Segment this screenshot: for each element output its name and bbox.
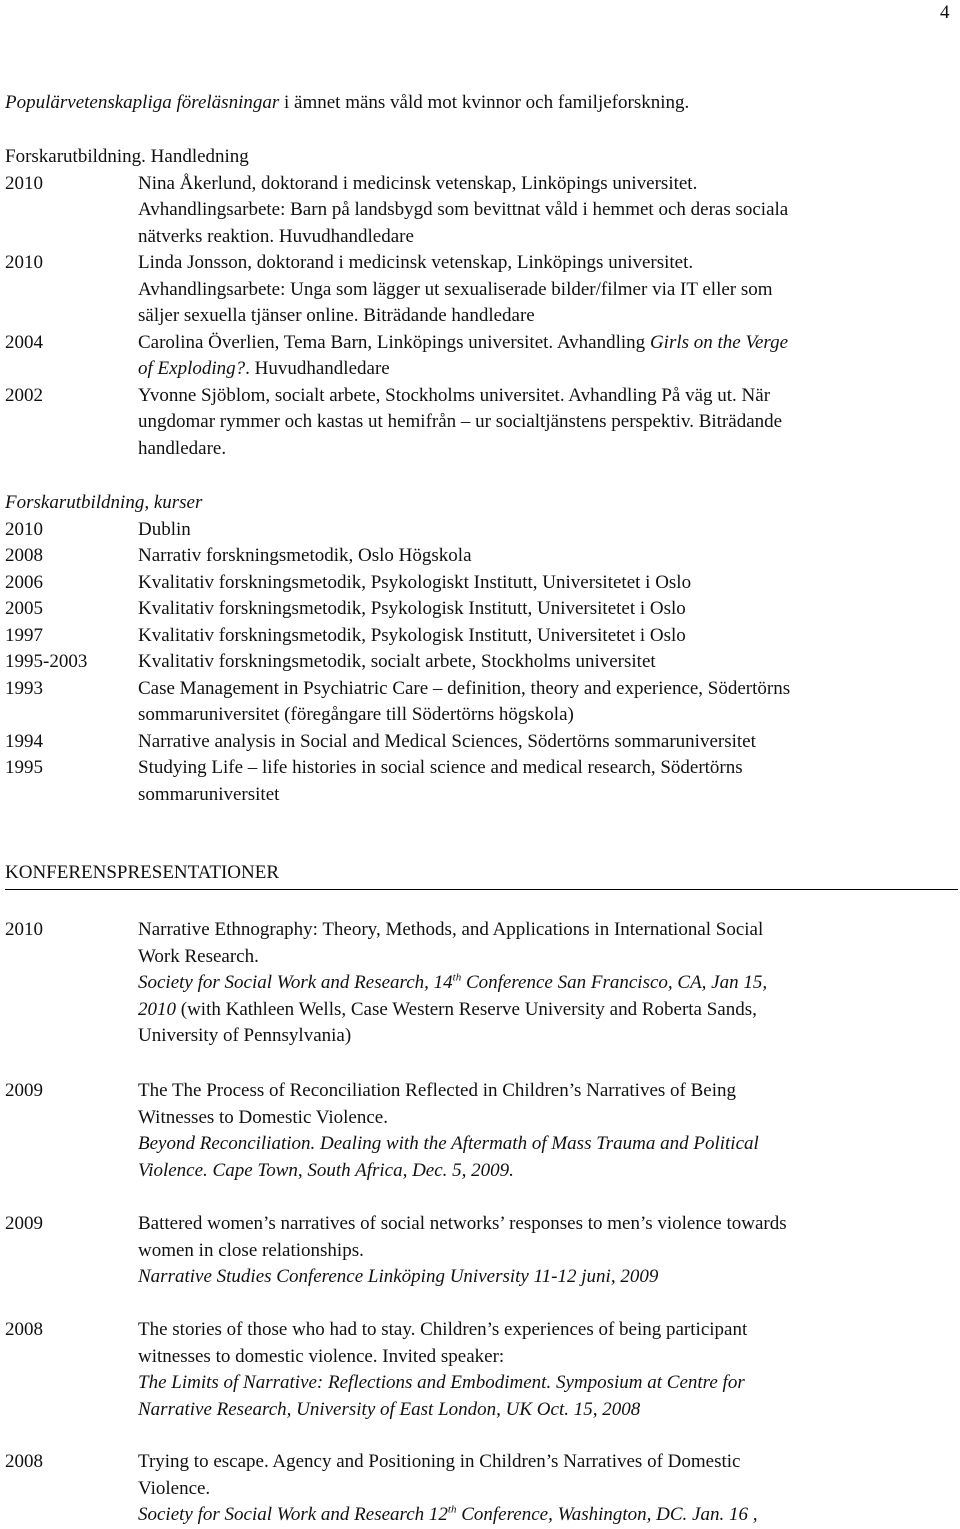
entry-year: 2010 [5, 172, 43, 194]
thesis-title: Girls on the Verge [649, 331, 789, 353]
entry-description [138, 649, 950, 676]
conference-venue: Violence. Cape Town, South Africa, Dec. 5, 2009. [138, 1159, 514, 1181]
entry-description [138, 171, 950, 251]
entry-line: Narrativ forskningsmetodik, Oslo Högskola [138, 545, 472, 566]
entry-year: 1997 [5, 624, 43, 646]
conference-entry [5, 1211, 950, 1291]
entry-line: säljer sexuella tjänser online. Biträdande handledare [138, 305, 535, 326]
courses-title: Forskarutbildning, kurser [5, 492, 203, 513]
entry-line: Studying Life – life histories in social science and medical research, Södertörns [138, 757, 743, 778]
conference-venue: University of Pennsylvania) [138, 1025, 352, 1046]
course-entry [5, 676, 950, 729]
venue-text: Society for Social Work and Research 12 [138, 1504, 448, 1525]
entry-text: Carolina Överlien, Tema Barn, Linköpings universitet. Avhandling [138, 331, 650, 353]
venue-text: 2010 [138, 998, 176, 1020]
popular-lectures-rest: i ämnet mäns våld mot kvinnor och familjeforskning. [279, 92, 690, 113]
ordinal-suffix: th [452, 971, 462, 984]
supervision-section [5, 144, 950, 462]
entry-description [138, 330, 950, 383]
venue-text: Conference San Francisco, CA, Jan 15, [461, 972, 768, 993]
venue-text: Conference, Washington, DC. Jan. 16 , [456, 1504, 758, 1525]
popular-lectures [5, 90, 950, 117]
entry-year: 1995-2003 [5, 651, 88, 672]
conference-entry [5, 1078, 950, 1184]
conference-venue: Narrative Studies Conference Linköping University 11-12 juni, 2009 [138, 1266, 659, 1287]
presentation-title: The stories of those who had to stay. Children’s experiences of being participant [138, 1319, 748, 1340]
entry-line: Dublin [138, 518, 191, 540]
entry-line [138, 356, 950, 383]
entry-description [138, 729, 950, 756]
course-entry [5, 623, 950, 650]
conferences-heading: KONFERENSPRESENTATIONER [5, 860, 958, 890]
course-entry [5, 517, 950, 544]
entry-description [138, 383, 950, 463]
entry-description [138, 570, 950, 597]
entry-description [138, 250, 950, 330]
thesis-title: of Exploding? [138, 358, 246, 379]
entry-year: 2008 [5, 1319, 43, 1340]
conference-entry [5, 1317, 950, 1423]
course-entry [5, 649, 950, 676]
entry-line: Avhandlingsarbete: Barn på landsbygd som bevittnat våld i hemmet och deras sociala [138, 199, 789, 220]
page-number: 4 [940, 2, 950, 23]
presentation-title: Work Research. [138, 945, 259, 967]
entry-description [138, 596, 950, 623]
entry-line: Kvalitativ forskningsmetodik, Psykologisk Institutt, Universitetet i Oslo [138, 598, 686, 619]
entry-line: Kvalitativ forskningsmetodik, Psykologiskt Institutt, Universitetet i Oslo [138, 571, 692, 593]
popular-lectures-italic: Populärvetenskapliga föreläsningar [5, 92, 280, 113]
presentation-title: women in close relationships. [138, 1239, 364, 1261]
presentation-title: Violence. [138, 1477, 211, 1499]
entry-line: sommaruniversitet [138, 783, 280, 805]
supervision-entry [5, 330, 950, 383]
presentation-title: Narrative Ethnography: Theory, Methods, and Applications in International Social [138, 919, 764, 940]
entry-line: Kvalitativ forskningsmetodik, socialt arbete, Stockholms universitet [138, 651, 656, 672]
supervision-entry [5, 171, 950, 251]
entry-year: 2008 [5, 1451, 43, 1472]
entry-year: 1993 [5, 677, 43, 699]
presentation-title: Battered women’s narratives of social networks’ responses to men’s violence towards [138, 1213, 787, 1234]
supervision-entry [5, 383, 950, 463]
entry-line: Linda Jonsson, doktorand i medicinsk vetenskap, Linköpings universitet. [138, 252, 694, 273]
venue-text: (with Kathleen Wells, Case Western Reserve University and Roberta Sands, [176, 998, 757, 1020]
entry-year: 2009 [5, 1213, 43, 1234]
entry-year: 2008 [5, 545, 43, 566]
entry-description [138, 676, 950, 729]
course-entry [5, 596, 950, 623]
entry-description [138, 1078, 950, 1184]
conference-venue: The Limits of Narrative: Reflections and Embodiment. Symposium at Centre for [138, 1372, 745, 1393]
conference-entry [5, 1449, 950, 1529]
entry-line: sommaruniversitet (föregångare till Södertörns högskola) [138, 704, 574, 725]
course-entry [5, 543, 950, 570]
course-entry [5, 729, 950, 756]
entry-line: Case Management in Psychiatric Care – definition, theory and experience, Södertörns [138, 677, 791, 699]
entry-line: Narrative analysis in Social and Medical Sciences, Södertörns sommaruniversitet [138, 730, 756, 752]
entry-year: 2010 [5, 252, 43, 273]
entry-description [138, 543, 950, 570]
entry-description [138, 1211, 950, 1291]
venue-text: Society for Social Work and Research, 14 [138, 972, 453, 993]
entry-line: ungdomar rymmer och kastas ut hemifrån – ur socialtjänstens perspektiv. Biträdande [138, 411, 783, 432]
presentation-title: witnesses to domestic violence. Invited speaker: [138, 1345, 505, 1367]
entry-line: Nina Åkerlund, doktorand i medicinsk vetenskap, Linköpings universitet. [138, 172, 698, 194]
conference-venue: Narrative Research, University of East London, UK Oct. 15, 2008 [138, 1398, 641, 1420]
entry-line: nätverks reaktion. Huvudhandledare [138, 225, 414, 247]
entry-description [138, 1317, 950, 1423]
supervision-title: Forskarutbildning. Handledning [5, 146, 249, 167]
entry-description [138, 623, 950, 650]
conference-entry [5, 917, 950, 1050]
courses-section [5, 490, 950, 808]
conference-venue: Beyond Reconciliation. Dealing with the Aftermath of Mass Trauma and Political [138, 1133, 759, 1154]
entry-year: 1995 [5, 757, 43, 778]
entry-description [138, 1449, 950, 1529]
presentation-title: Witnesses to Domestic Violence. [138, 1106, 388, 1128]
conference-venue [138, 1502, 950, 1529]
presentation-title: Trying to escape. Agency and Positioning in Children’s Narratives of Domestic [138, 1451, 741, 1472]
entry-year: 2002 [5, 384, 43, 406]
entry-line: Avhandlingsarbete: Unga som lägger ut sexualiserade bilder/filmer via IT eller som [138, 278, 773, 300]
entry-year: 2006 [5, 571, 43, 593]
entry-description [138, 917, 950, 1050]
entry-description [138, 517, 950, 544]
conference-venue [138, 997, 950, 1024]
entry-description [138, 755, 950, 808]
course-entry [5, 570, 950, 597]
entry-line: Yvonne Sjöblom, socialt arbete, Stockholms universitet. Avhandling På väg ut. När [138, 384, 771, 406]
entry-year: 2010 [5, 518, 43, 540]
entry-year: 2005 [5, 598, 43, 619]
entry-text: . Huvudhandledare [245, 358, 390, 379]
course-entry [5, 755, 950, 808]
entry-year: 1994 [5, 730, 43, 752]
entry-line [138, 330, 950, 357]
entry-year: 2010 [5, 919, 43, 940]
entry-line: Kvalitativ forskningsmetodik, Psykologisk Institutt, Universitetet i Oslo [138, 624, 686, 646]
presentation-title: The The Process of Reconciliation Reflected in Children’s Narratives of Being [138, 1080, 736, 1101]
conference-venue [138, 970, 950, 997]
ordinal-suffix: th [447, 1503, 457, 1516]
entry-year: 2009 [5, 1080, 43, 1101]
supervision-entry [5, 250, 950, 330]
entry-line: handledare. [138, 437, 227, 459]
entry-year: 2004 [5, 331, 43, 353]
